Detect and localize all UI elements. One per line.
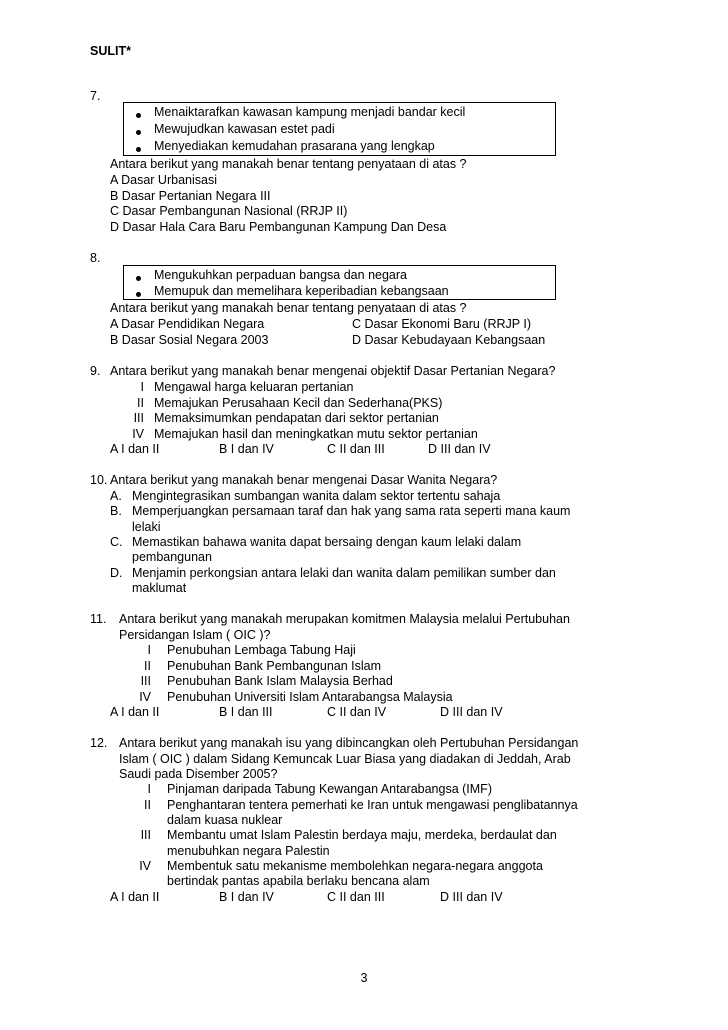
q12-answer-b: B I dan IV [219,890,274,904]
q8-bullet-2: Memupuk dan memelihara keperibadian kebangsaan [154,284,449,298]
q10-option-b-cont: lelaki [132,520,161,534]
q10-option-d: Menjamin perkongsian antara lelaki dan wanita dalam pemilikan sumber dan [132,566,556,580]
q12-item-numeral: III [140,828,151,842]
q10-option-c: Memastikan bahawa wanita dapat bersaing dengan kaum lelaki dalam [132,535,522,549]
q7-number: 7. [90,89,101,103]
q11-answer-d: D III dan IV [440,705,503,719]
q11-item-numeral: IV [139,690,151,704]
q9-item-numeral: I [140,380,144,394]
q11-number: 11. [90,612,107,626]
q8-option-b: B Dasar Sosial Negara 2003 [110,333,269,347]
q10-option-label: C. [110,535,123,549]
q12-item-text: Pinjaman daripada Tabung Kewangan Antarabangsa (IMF) [167,782,492,796]
q11-item-text: Penubuhan Bank Pembangunan Islam [167,659,382,673]
q12-item-text: Membantu umat Islam Palestin berdaya maju, merdeka, berdaulat dan [167,828,557,842]
q7-bullet-2: Mewujudkan kawasan estet padi [154,122,335,136]
q10-option-a: Mengintegrasikan sumbangan wanita dalam sektor tertentu sahaja [132,489,501,503]
q11-stem: Antara berikut yang manakah merupakan komitmen Malaysia melalui Pertubuhan [119,612,570,626]
q9-item-text: Memajukan Perusahaan Kecil dan Sederhana(PKS) [154,396,443,410]
q11-answer-b: B I dan III [219,705,273,719]
q12-number: 12. [90,736,108,750]
bullet-icon [136,292,141,297]
q11-answer-c: C II dan IV [327,705,387,719]
q12-item-text: Penghantaran tentera pemerhati ke Iran untuk mengawasi penglibatannya [167,798,578,812]
q11-item-numeral: II [144,659,151,673]
bullet-icon [136,130,141,135]
q7-statement-box [123,102,556,156]
q9-item-numeral: II [137,396,144,410]
q10-number: 10. [90,473,108,487]
q7-option-b: B Dasar Pertanian Negara III [110,189,271,203]
q9-item-text: Memajukan hasil dan meningkatkan mutu sektor pertanian [154,427,478,441]
q9-answer-a: A I dan II [110,442,160,456]
q7-option-c: C Dasar Pembangunan Nasional (RRJP II) [110,204,348,218]
q11-item-text: Penubuhan Lembaga Tabung Haji [167,643,356,657]
q11-answer-a: A I dan II [110,705,160,719]
q9-answer-b: B I dan IV [219,442,274,456]
q12-answer-d: D III dan IV [440,890,503,904]
q8-number: 8. [90,251,101,265]
q7-stem: Antara berikut yang manakah benar tentang penyataan di atas ? [110,157,467,171]
q12-answer-a: A I dan II [110,890,160,904]
q12-stem-cont: Saudi pada Disember 2005? [119,767,278,781]
q9-item-numeral: III [133,411,144,425]
q8-option-a: A Dasar Pendidikan Negara [110,317,265,331]
q9-answer-c: C II dan III [327,442,385,456]
bullet-icon [136,147,141,152]
q7-bullet-3: Menyediakan kemudahan prasarana yang lengkap [154,139,435,153]
q9-number: 9. [90,364,101,378]
q11-item-numeral: III [140,674,151,688]
bullet-icon [136,113,141,118]
q8-bullet-1: Mengukuhkan perpaduan bangsa dan negara [154,268,407,282]
q7-option-a: A Dasar Urbanisasi [110,173,217,187]
q10-option-label: D. [110,566,123,580]
q8-statement-box [123,265,556,300]
q12-item-text: Membentuk satu mekanisme membolehkan negara-negara anggota [167,859,543,873]
q12-item-numeral: IV [139,859,151,873]
q7-option-d: D Dasar Hala Cara Baru Pembangunan Kampung Dan Desa [110,220,447,234]
q10-option-b: Memperjuangkan persamaan taraf dan hak yang sama rata seperti mana kaum [132,504,571,518]
q11-item-text: Penubuhan Bank Islam Malaysia Berhad [167,674,393,688]
q12-item-text-cont: dalam kuasa nuklear [167,813,283,827]
q8-stem: Antara berikut yang manakah benar tentang penyataan di atas ? [110,301,467,315]
q12-item-text-cont: bertindak pantas apabila berlaku bencana alam [167,874,430,888]
q10-option-label: B. [110,504,122,518]
page-header: SULIT* [90,44,131,58]
q8-option-d: D Dasar Kebudayaan Kebangsaan [352,333,546,347]
q9-answer-d: D III dan IV [428,442,491,456]
q9-item-numeral: IV [132,427,144,441]
q11-item-text: Penubuhan Universiti Islam Antarabangsa Malaysia [167,690,453,704]
bullet-icon [136,276,141,281]
q9-item-text: Mengawal harga keluaran pertanian [154,380,354,394]
q10-option-c-cont: pembangunan [132,550,212,564]
q12-item-numeral: I [147,782,151,796]
q12-item-text-cont: menubuhkan negara Palestin [167,844,330,858]
page-number: 3 [360,971,368,985]
q8-option-c: C Dasar Ekonomi Baru (RRJP I) [352,317,531,331]
q11-item-numeral: I [147,643,151,657]
q12-stem: Antara berikut yang manakah isu yang dibincangkan oleh Pertubuhan Persidangan [119,736,579,750]
q9-stem: Antara berikut yang manakah benar mengenai objektif Dasar Pertanian Negara? [110,364,556,378]
q10-option-d-cont: maklumat [132,581,187,595]
q12-item-numeral: II [144,798,151,812]
q9-item-text: Memaksimumkan pendapatan dari sektor pertanian [154,411,439,425]
q10-stem: Antara berikut yang manakah benar mengenai Dasar Wanita Negara? [110,473,498,487]
q10-option-label: A. [110,489,122,503]
q12-stem-cont: Islam ( OIC ) dalam Sidang Kemuncak Luar Biasa yang diadakan di Jeddah, Arab [119,752,571,766]
q12-answer-c: C II dan III [327,890,385,904]
q7-bullet-1: Menaiktarafkan kawasan kampung menjadi bandar kecil [154,105,466,119]
q11-stem-cont: Persidangan Islam ( OIC )? [119,628,271,642]
